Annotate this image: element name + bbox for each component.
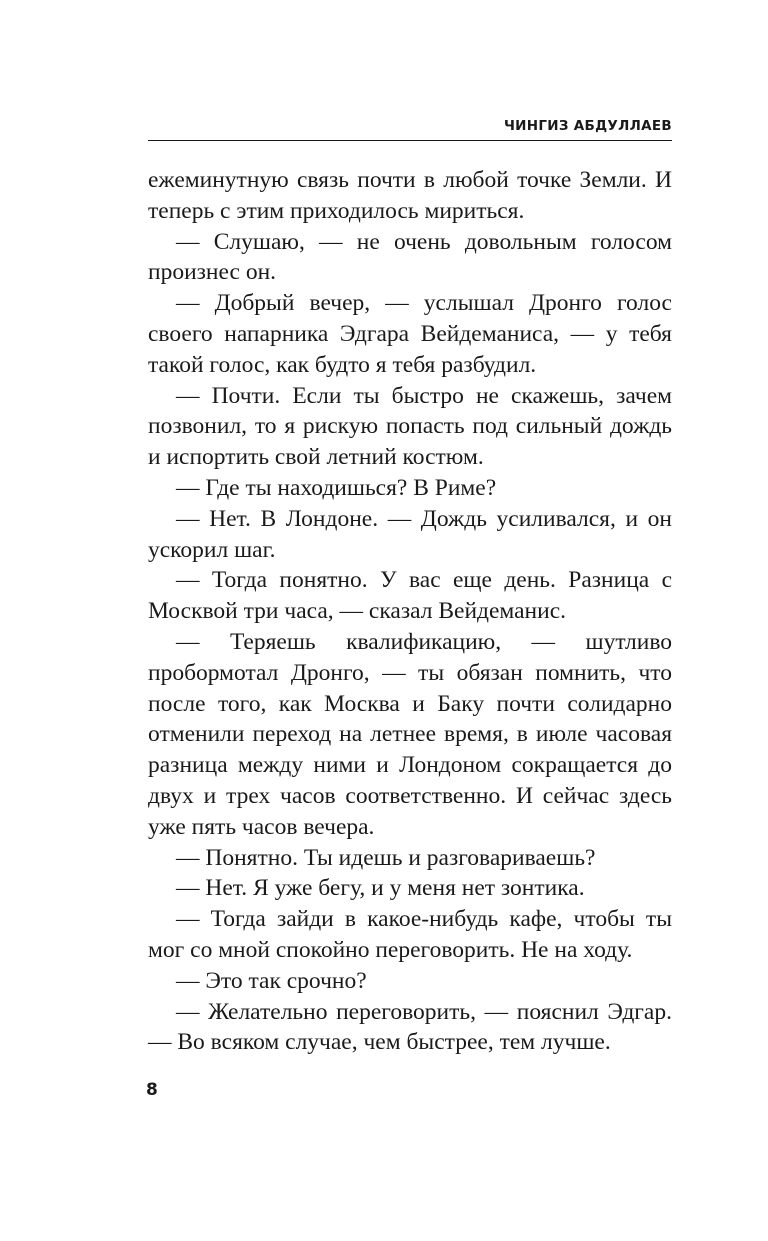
body-text <box>148 165 672 1058</box>
paragraph-4: — Почти. Если ты быстро не скажешь, зачем позвонил, то я рискую попасть под сильный дождь и испортить свой летний костюм. <box>148 382 672 471</box>
paragraph-10: — Нет. Я уже бегу, и у меня нет зонтика. <box>176 875 585 902</box>
paragraph-1: ежеминутную связь почти в любой точке Земли. И теперь с этим приходилось мириться. <box>148 167 672 224</box>
page-number: 8 <box>146 1080 158 1100</box>
paragraph-7: — Тогда понятно. У вас еще день. Разница с Москвой три часа, — сказал Вейдеманис. <box>148 567 672 625</box>
paragraph-2: — Слушаю, — не очень довольным голосом произнес он. <box>148 228 672 286</box>
paragraph-11: — Тогда зайди в какое-нибудь кафе, чтобы ты мог со мной спокойно переговорить. Не на ходу. <box>148 906 672 963</box>
paragraph-9: — Понятно. Ты идешь и разговариваешь? <box>176 844 596 871</box>
header-rule <box>148 140 672 141</box>
paragraph-8: — Теряешь квалификацию, — шутливо пробормотал Дронго, — ты обязан помнить, что после того, как Москва и Баку почти солидарно отменили переход на летнее время, в июле часовая разница между ними и Лондоном сокращается до двух и трех часов соответственно. И сейчас здесь уже пять часов вечера. <box>148 628 672 840</box>
running-header-author: ЧИНГИЗ АБДУЛЛАЕВ <box>503 118 672 134</box>
paragraph-13: — Желательно переговорить, — пояснил Эдгар. — Во всяком случае, чем быстрее, тем лучше. <box>148 998 672 1056</box>
paragraph-12: — Это так срочно? <box>176 967 367 994</box>
paragraph-3: — Добрый вечер, — услышал Дронго голос своего напарника Эдгара Вейдеманиса, — у тебя такой голос, как будто я тебя разбудил. <box>148 290 672 378</box>
paragraph-5: — Где ты находишься? В Риме? <box>176 474 497 501</box>
paragraph-6: — Нет. В Лондоне. — Дождь усиливался, и он ускорил шаг. <box>148 505 672 563</box>
